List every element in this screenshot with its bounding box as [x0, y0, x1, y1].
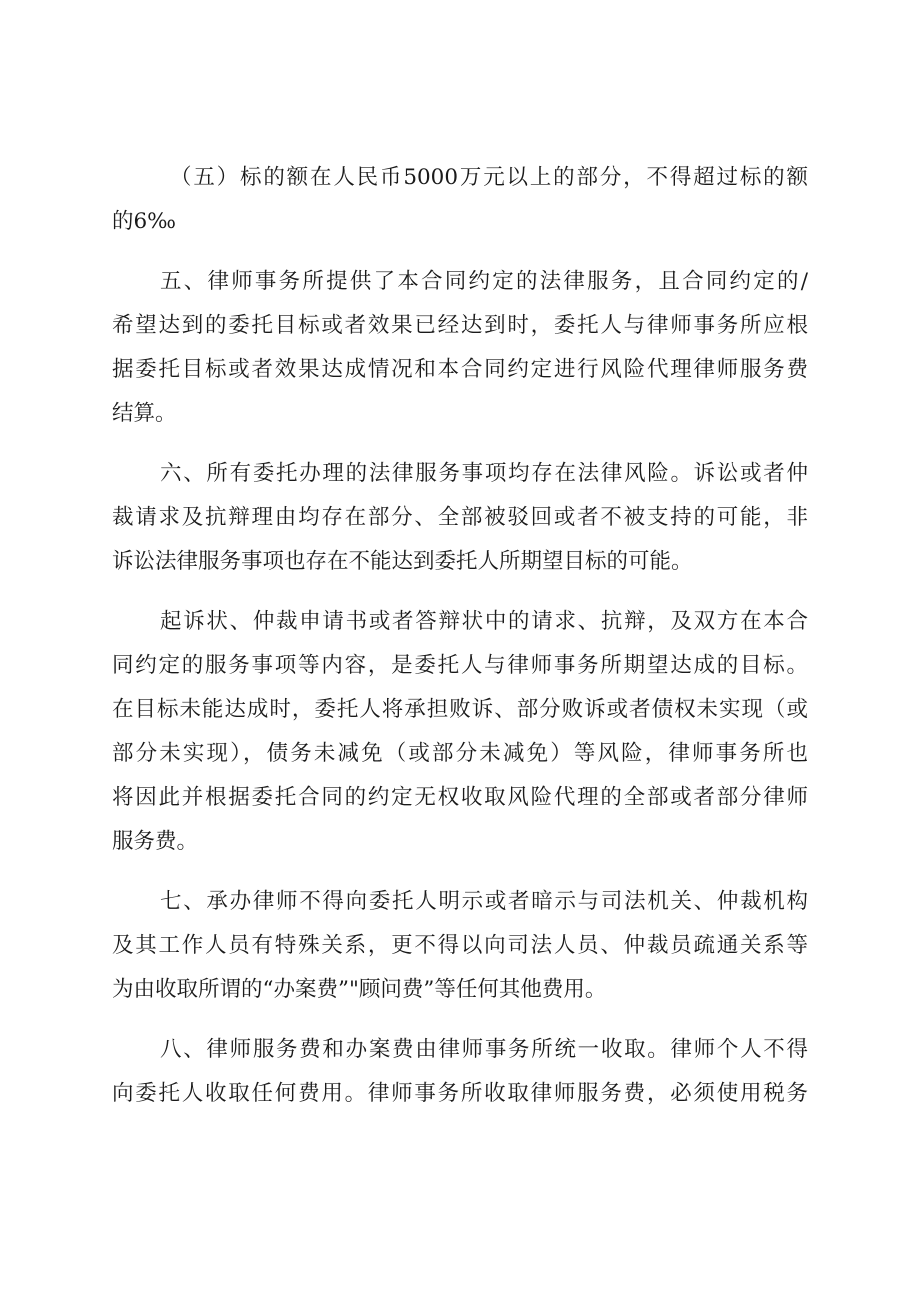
- text-line: 的6‰: [112, 209, 177, 234]
- text-line: 同约定的服务事项等内容，是委托人与律师事务所期望达成的目标。: [112, 653, 808, 678]
- text-line: 起诉状、仲裁申请书或者答辩状中的请求、抗辩，及双方在本合: [160, 609, 808, 634]
- text-line: 将因此并根据委托合同的约定无权收取风险代理的全部或者部分律师: [112, 785, 808, 810]
- text-line: 及其工作人员有特殊关系，更不得以向司法人员、仲裁员疏通关系等: [112, 933, 808, 958]
- text-line: 结算。: [112, 401, 177, 426]
- text-line: 六、所有委托办理的法律服务事项均存在法律风险。诉讼或者仲: [160, 461, 808, 486]
- text-line: 七、承办律师不得向委托人明示或者暗示与司法机关、仲裁机构: [160, 889, 808, 914]
- text-line: 为由收取所谓的“办案费”"顾问费”等任何其他费用。: [112, 977, 607, 1002]
- text-line: 裁请求及抗辩理由均存在部分、全部被驳回或者不被支持的可能，非: [112, 505, 808, 530]
- text-line: 部分未实现），债务未减免（或部分未减免）等风险，律师事务所也: [112, 741, 808, 766]
- text-line: 服务费。: [112, 829, 199, 854]
- text-line: 五、律师事务所提供了本合同约定的法律服务，且合同约定的/: [160, 269, 808, 294]
- text-line: 希望达到的委托目标或者效果已经达到时，委托人与律师事务所应根: [112, 313, 808, 338]
- text-line: 诉讼法律服务事项也存在不能达到委托人所期望目标的可能。: [112, 549, 693, 574]
- text-line: 八、律师服务费和办案费由律师事务所统一收取。律师个人不得: [160, 1037, 808, 1062]
- text-line: 在目标未能达成时，委托人将承担败诉、部分败诉或者债权未实现（或: [112, 697, 808, 722]
- text-line: 向委托人收取任何费用。律师事务所收取律师服务费，必须使用税务: [112, 1081, 808, 1106]
- text-line: （五）标的额在人民币5000万元以上的部分，不得超过标的额: [170, 165, 808, 190]
- text-line: 据委托目标或者效果达成情况和本合同约定进行风险代理律师服务费: [112, 357, 808, 382]
